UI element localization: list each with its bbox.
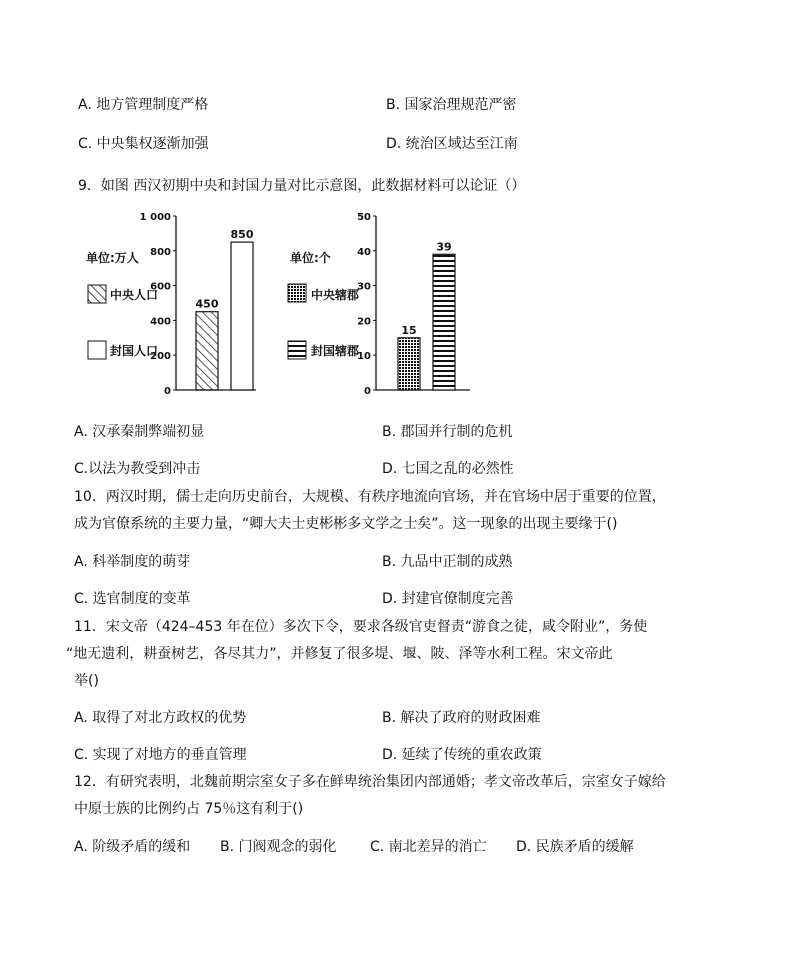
bar-value-central-population: 450 — [195, 297, 219, 311]
bar-central-commanderies — [398, 338, 420, 390]
q12-option-a: A. 阶级矛盾的缓和 — [74, 839, 191, 855]
legend-swatch-central-population — [88, 285, 106, 303]
bar-value-fief-population: 850 — [230, 228, 254, 242]
q8-option-a: A. 地方管理制度严格 — [78, 97, 209, 113]
y-tick-label: 0 — [164, 386, 171, 397]
q10-stem-line1: 10．两汉时期，儒士走向历史前台，大规模、有秩序地流向官场，并在官场中居于重要的位置， — [74, 489, 666, 505]
chart-population-unit: 单位:万人 — [86, 251, 139, 265]
legend-label-central-commanderies: 中央辖郡 — [311, 288, 360, 302]
q8-option-c: C. 中央集权逐渐加强 — [78, 136, 209, 152]
q11-option-c: C. 实现了对地方的垂直管理 — [74, 747, 247, 763]
q9-stem: 9．如图 西汉初期中央和封国力量对比示意图，此数据材料可以论证（） — [78, 178, 526, 194]
q12-option-b: B. 门阀观念的弱化 — [220, 839, 337, 855]
y-tick-label: 40 — [357, 246, 371, 258]
q11-option-a: A. 取得了对北方政权的优势 — [74, 710, 247, 726]
chart-commanderies-bars — [398, 240, 455, 390]
bar-value-central-commanderies: 15 — [401, 323, 417, 337]
q12-option-d: D. 民族矛盾的缓解 — [516, 839, 634, 855]
bar-fief-commanderies — [433, 254, 455, 390]
bar-fief-population — [231, 242, 253, 390]
y-tick-label: 600 — [150, 281, 171, 293]
q9-option-b: B. 郡国并行制的危机 — [382, 424, 513, 440]
chart-commanderies-unit: 单位:个 — [290, 251, 331, 265]
y-tick-label: 0 — [364, 386, 371, 397]
q9-option-d: D. 七国之乱的必然性 — [382, 461, 514, 477]
q8-option-b: B. 国家治理规范严密 — [386, 97, 517, 113]
bar-value-fief-commanderies: 39 — [436, 240, 452, 254]
q8-option-d: D. 统治区域达至江南 — [386, 136, 518, 152]
q11-option-d: D. 延续了传统的重农政策 — [382, 747, 542, 763]
q11-stem-line2: “地无遗利，耕蚕树艺，各尽其力”，并修复了很多堤、堰、陂、泽等水利工程。宋文帝此 — [66, 646, 613, 662]
y-tick-label: 50 — [357, 212, 371, 223]
y-tick-label: 20 — [357, 316, 371, 328]
q11-stem-line3: 举() — [74, 673, 99, 689]
q9-option-a: A. 汉承秦制弊端初显 — [74, 424, 205, 440]
legend-swatch-fief-population — [88, 341, 106, 359]
legend-label-central-population: 中央人口 — [110, 288, 159, 302]
chart-commanderies — [288, 212, 470, 397]
q12-option-c: C. 南北差异的消亡 — [370, 839, 487, 855]
y-tick-label: 1 000 — [139, 212, 171, 223]
legend-swatch-central-commanderies — [288, 284, 306, 302]
y-tick-label: 200 — [150, 351, 171, 363]
q10-option-c: C. 选官制度的变革 — [74, 591, 191, 607]
q12-stem-line1: 12．有研究表明，北魏前期宗室女子多在鲜卑统治集团内部通婚；孝文帝改革后，宗室女子嫁给 — [74, 774, 666, 790]
y-tick-label: 400 — [150, 316, 171, 328]
q11-stem-line1: 11．宋文帝（424–453 年在位）多次下令，要求各级官吏督责“游食之徒，咸令附业”，务使 — [74, 619, 648, 635]
q9-option-c: C.以法为教受到冲击 — [74, 461, 201, 477]
q11-option-b: B. 解决了政府的财政困难 — [382, 710, 541, 726]
y-tick-label: 30 — [357, 281, 371, 293]
y-tick-label: 800 — [150, 246, 171, 258]
chart-population-bars — [196, 228, 254, 390]
q12-stem-line2: 中原士族的比例约占 75％这有利于() — [74, 801, 304, 817]
q9-figure — [78, 205, 498, 405]
q10-option-d: D. 封建官僚制度完善 — [382, 591, 514, 607]
bar-central-population — [196, 312, 218, 390]
legend-label-fief-population: 封国人口 — [110, 344, 159, 358]
q10-option-b: B. 九品中正制的成熟 — [382, 554, 513, 570]
y-tick-label: 10 — [357, 351, 371, 363]
q10-stem-line2: 成为官僚系统的主要力量，“卿大夫士吏彬彬多文学之士矣”。这一现象的出现主要缘于() — [74, 516, 618, 532]
legend-swatch-fief-commanderies — [288, 341, 306, 359]
q10-option-a: A. 科举制度的萌芽 — [74, 554, 191, 570]
chart-population — [86, 212, 256, 397]
legend-label-fief-commanderies: 封国辖郡 — [311, 344, 360, 358]
